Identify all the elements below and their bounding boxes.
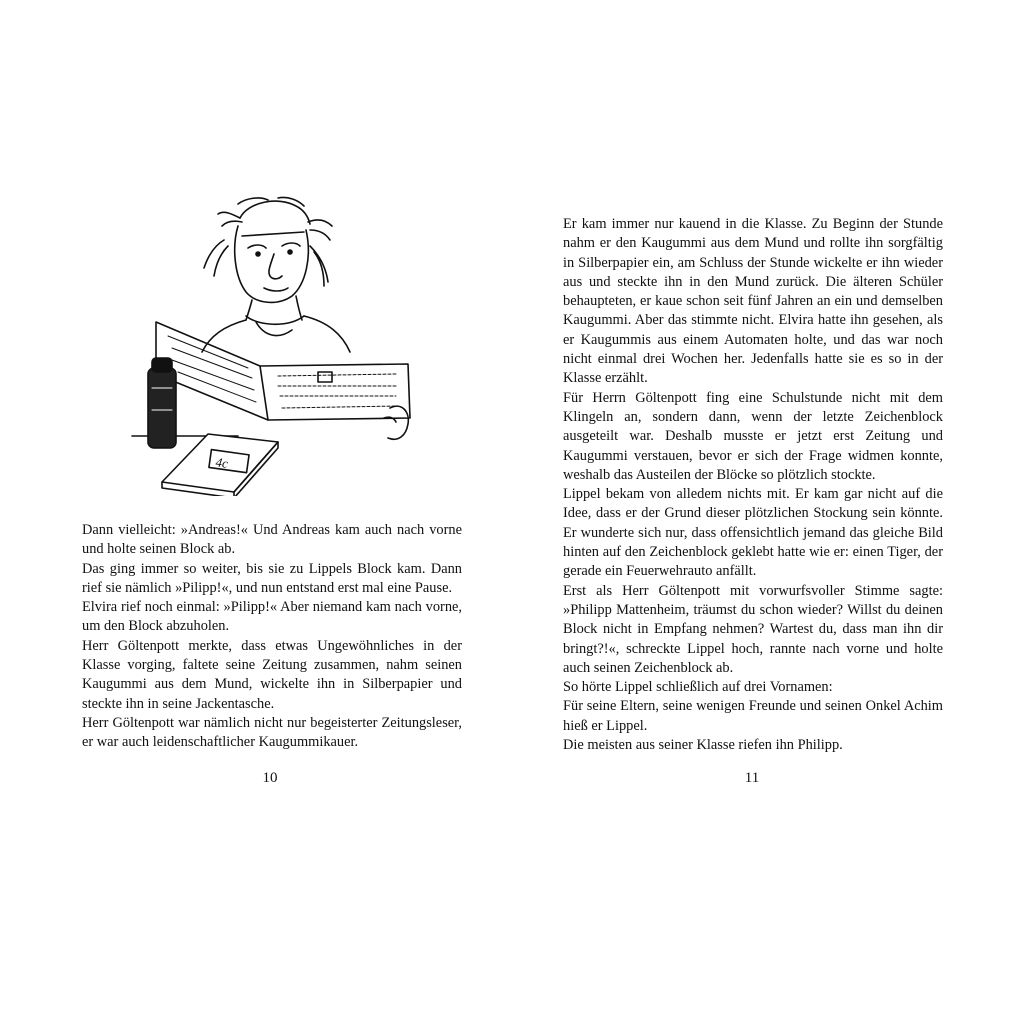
paragraph: Das ging immer so weiter, bis sie zu Lippels Block kam. Dann rief sie nämlich »Pilipp!«, und nun entstand erst mal eine Pause.: [82, 560, 462, 596]
paragraph: Elvira rief noch einmal: »Pilipp!« Aber niemand kam nach vorne, um den Block abzuholen.: [82, 599, 462, 635]
paragraph: Dann vielleicht: »Andreas!« Und Andreas kam auch nach vorne und holte seinen Block ab.: [82, 522, 462, 558]
right-page-text: [563, 215, 943, 755]
paragraph: Für Herrn Göltenpott fing eine Schulstunde nicht mit dem Klingeln an, sondern dann, wenn der letzte Zeichenblock ausgeteilt war. Deshalb musste er jetzt erst Zeitung und Kaugummi verstauen, bevor er sich der Frage widmen konnte, weshalb das Austeilen der Blöcke so plötzlich stockte.: [563, 389, 943, 483]
paragraph: Erst als Herr Göltenpott mit vorwurfsvoller Stimme sagte: »Philipp Mattenheim, träumst du schon wieder? Willst du deinen Block nicht in Empfang nehmen? Wartest du, dass man ihn dir bringt?!«, schreckte Lippel hoch, rannte nach vorne und holte auch seinen Zeichenblock ab.: [563, 582, 943, 676]
teacher-reading-newspaper-illustration: [128, 196, 428, 496]
paragraph: Die meisten aus seiner Klasse riefen ihn Philipp.: [563, 737, 843, 754]
paragraph: Für seine Eltern, seine wenigen Freunde und seinen Onkel Achim hieß er Lippel.: [563, 698, 943, 734]
block-label: 4c: [214, 454, 229, 471]
paragraph: Er kam immer nur kauend in die Klasse. Zu Beginn der Stunde nahm er den Kaugummi aus dem Mund und rollte ihn sorgfältig in Silberpapier ein, am Schluss der Stunde wickelte er ihn wieder aus und steckte ihn in den Mund zurück. Die älteren Schüler behaupteten, er kaue schon seit fünf Jahren an ein und demselben Kaugummi. Aber das stimmte nicht. Elvira hatte ihn gesehen, als er Kaugummis aus einem Automaten holte, und das war noch nicht einmal drei Wochen her. Jedenfalls hatte sie es so in der Klasse erzählt.: [563, 216, 943, 387]
right-page: [512, 0, 1024, 1024]
paragraph: So hörte Lippel schließlich auf drei Vornamen:: [563, 679, 833, 696]
page-number-right: 11: [744, 770, 760, 786]
paragraph: Herr Göltenpott war nämlich nicht nur begeisterter Zeitungsleser, er war auch leidenschaftlicher Kaugummikauer.: [82, 714, 462, 751]
left-page-text: [82, 521, 462, 753]
paragraph: Herr Göltenpott merkte, dass etwas Ungewöhnliches in der Klasse vorging, faltete seine Zeitung zusammen, nahm seinen Kaugummi aus dem Mund, wickelte ihn in Silberpapier und steckte ihn in seine Jackentasche.: [82, 637, 462, 712]
paragraph: Lippel bekam von alledem nichts mit. Er kam gar nicht auf die Idee, dass er der Grund dieser plötzlichen Stockung sein könnte. Er wunderte sich nur, dass offensichtlich jemand das gleiche Bild hinten auf den Zeichenblock geklebt hatte wie er: einen Tiger, der gerade ein Feuerwehrauto anfällt.: [563, 486, 943, 580]
page-number-left: 10: [262, 770, 278, 786]
